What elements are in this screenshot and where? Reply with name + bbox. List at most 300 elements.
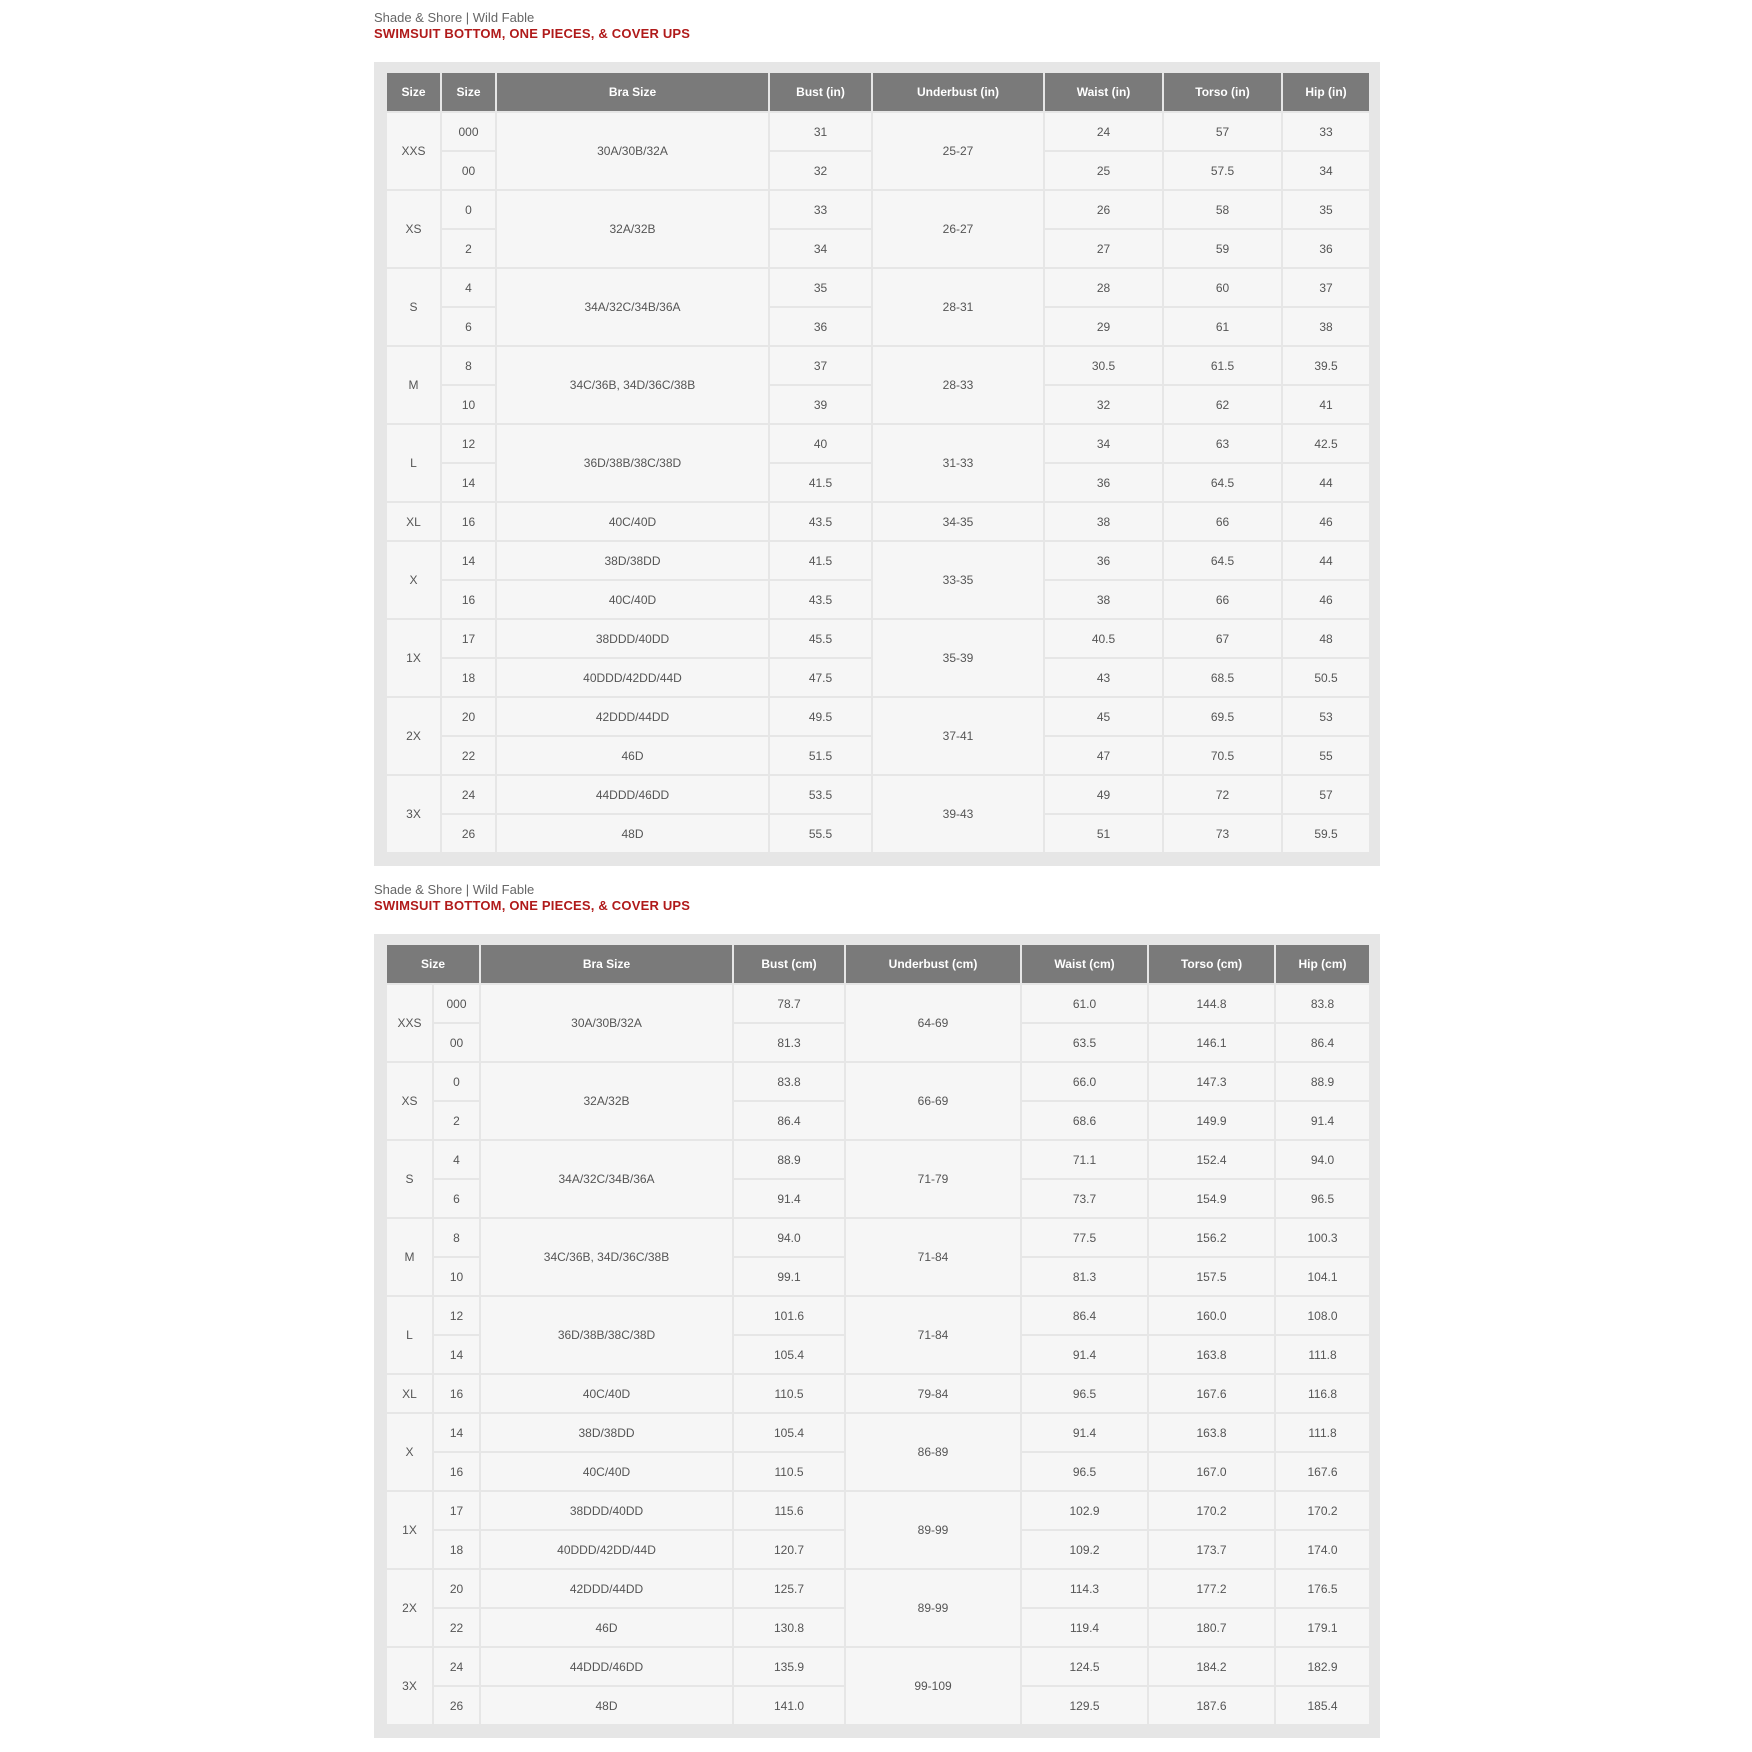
underbust-cell: 25-27 [872, 112, 1044, 190]
torso-cell: 144.8 [1148, 984, 1275, 1023]
torso-cell: 72 [1163, 775, 1282, 814]
waist-cell: 24 [1044, 112, 1163, 151]
chart-title: SWIMSUIT BOTTOM, ONE PIECES, & COVER UPS [374, 26, 691, 41]
waist-cell: 34 [1044, 424, 1163, 463]
torso-cell: 60 [1163, 268, 1282, 307]
size-chart-cm [374, 882, 1380, 1713]
underbust-cell: 26-27 [872, 190, 1044, 268]
hip-cell: 86.4 [1275, 1023, 1370, 1062]
bust-cell: 125.7 [733, 1569, 845, 1608]
bust-cell: 110.5 [733, 1452, 845, 1491]
torso-cell: 57.5 [1163, 151, 1282, 190]
size-number-cell: 16 [433, 1452, 480, 1491]
bra-size-cell: 46D [480, 1608, 733, 1647]
bust-cell: 135.9 [733, 1647, 845, 1686]
column-header: Hip (cm) [1275, 945, 1370, 984]
column-header: Bust (cm) [733, 945, 845, 984]
bra-size-cell: 34C/36B, 34D/36C/38B [496, 346, 769, 424]
table-row [386, 1569, 1370, 1608]
underbust-cell: 66-69 [845, 1062, 1021, 1140]
hip-cell: 111.8 [1275, 1335, 1370, 1374]
torso-cell: 58 [1163, 190, 1282, 229]
bust-cell: 51.5 [769, 736, 872, 775]
bust-cell: 47.5 [769, 658, 872, 697]
size-number-cell: 26 [441, 814, 496, 853]
bra-size-cell: 40DDD/42DD/44D [480, 1530, 733, 1569]
hip-cell: 50.5 [1282, 658, 1370, 697]
size-letter-cell: X [386, 1413, 433, 1491]
waist-cell: 86.4 [1021, 1296, 1148, 1335]
size-letter-cell: L [386, 1296, 433, 1374]
waist-cell: 63.5 [1021, 1023, 1148, 1062]
underbust-cell: 28-31 [872, 268, 1044, 346]
bust-cell: 105.4 [733, 1335, 845, 1374]
waist-cell: 45 [1044, 697, 1163, 736]
waist-cell: 25 [1044, 151, 1163, 190]
bra-size-cell: 36D/38B/38C/38D [496, 424, 769, 502]
torso-cell: 59 [1163, 229, 1282, 268]
table-row [386, 1218, 1370, 1257]
waist-cell: 91.4 [1021, 1335, 1148, 1374]
size-number-cell: 20 [433, 1569, 480, 1608]
size-number-cell: 14 [433, 1413, 480, 1452]
bust-cell: 120.7 [733, 1530, 845, 1569]
hip-cell: 57 [1282, 775, 1370, 814]
underbust-cell: 64-69 [845, 984, 1021, 1062]
bust-cell: 41.5 [769, 463, 872, 502]
hip-cell: 46 [1282, 580, 1370, 619]
hip-cell: 96.5 [1275, 1179, 1370, 1218]
size-number-cell: 6 [441, 307, 496, 346]
torso-cell: 68.5 [1163, 658, 1282, 697]
torso-cell: 57 [1163, 112, 1282, 151]
bra-size-cell: 40C/40D [480, 1452, 733, 1491]
hip-cell: 36 [1282, 229, 1370, 268]
bra-size-cell: 48D [496, 814, 769, 853]
hip-cell: 42.5 [1282, 424, 1370, 463]
column-header: Torso (in) [1163, 73, 1282, 112]
table-row [386, 697, 1370, 736]
size-number-cell: 000 [441, 112, 496, 151]
size-number-cell: 22 [433, 1608, 480, 1647]
table-header-row [386, 945, 1370, 984]
bust-cell: 141.0 [733, 1686, 845, 1725]
bra-size-cell: 44DDD/46DD [480, 1647, 733, 1686]
table-row [386, 424, 1370, 463]
brand-line: Shade & Shore | Wild Fable [374, 10, 535, 25]
hip-cell: 33 [1282, 112, 1370, 151]
bra-size-cell: 34C/36B, 34D/36C/38B [480, 1218, 733, 1296]
table-row [386, 346, 1370, 385]
bust-cell: 78.7 [733, 984, 845, 1023]
column-header: Size [386, 945, 480, 984]
size-number-cell: 12 [441, 424, 496, 463]
torso-cell: 66 [1163, 580, 1282, 619]
bra-size-cell: 48D [480, 1686, 733, 1725]
bust-cell: 81.3 [733, 1023, 845, 1062]
column-header: Bra Size [496, 73, 769, 112]
waist-cell: 81.3 [1021, 1257, 1148, 1296]
bust-cell: 99.1 [733, 1257, 845, 1296]
waist-cell: 32 [1044, 385, 1163, 424]
column-header: Hip (in) [1282, 73, 1370, 112]
bra-size-cell: 38D/38DD [496, 541, 769, 580]
torso-cell: 63 [1163, 424, 1282, 463]
bust-cell: 39 [769, 385, 872, 424]
underbust-cell: 39-43 [872, 775, 1044, 853]
bust-cell: 40 [769, 424, 872, 463]
hip-cell: 44 [1282, 463, 1370, 502]
table-row [386, 1374, 1370, 1413]
hip-cell: 53 [1282, 697, 1370, 736]
underbust-cell: 34-35 [872, 502, 1044, 541]
size-number-cell: 22 [441, 736, 496, 775]
waist-cell: 47 [1044, 736, 1163, 775]
torso-cell: 64.5 [1163, 463, 1282, 502]
bust-cell: 55.5 [769, 814, 872, 853]
underbust-cell: 79-84 [845, 1374, 1021, 1413]
size-number-cell: 24 [433, 1647, 480, 1686]
waist-cell: 28 [1044, 268, 1163, 307]
torso-cell: 167.0 [1148, 1452, 1275, 1491]
table-row [386, 502, 1370, 541]
size-number-cell: 14 [433, 1335, 480, 1374]
bra-size-cell: 32A/32B [496, 190, 769, 268]
waist-cell: 26 [1044, 190, 1163, 229]
hip-cell: 34 [1282, 151, 1370, 190]
table-header-row [386, 73, 1370, 112]
torso-cell: 73 [1163, 814, 1282, 853]
size-number-cell: 14 [441, 541, 496, 580]
waist-cell: 61.0 [1021, 984, 1148, 1023]
size-number-cell: 17 [433, 1491, 480, 1530]
table-row [386, 190, 1370, 229]
hip-cell: 170.2 [1275, 1491, 1370, 1530]
table-row [386, 268, 1370, 307]
chart-title: SWIMSUIT BOTTOM, ONE PIECES, & COVER UPS [374, 898, 691, 913]
size-number-cell: 000 [433, 984, 480, 1023]
torso-cell: 170.2 [1148, 1491, 1275, 1530]
bust-cell: 32 [769, 151, 872, 190]
bust-cell: 88.9 [733, 1140, 845, 1179]
bra-size-cell: 30A/30B/32A [480, 984, 733, 1062]
bra-size-cell: 40C/40D [480, 1374, 733, 1413]
torso-cell: 147.3 [1148, 1062, 1275, 1101]
underbust-cell: 33-35 [872, 541, 1044, 619]
bust-cell: 31 [769, 112, 872, 151]
bra-size-cell: 46D [496, 736, 769, 775]
table-row [386, 984, 1370, 1023]
underbust-cell: 71-84 [845, 1218, 1021, 1296]
waist-cell: 119.4 [1021, 1608, 1148, 1647]
size-number-cell: 14 [441, 463, 496, 502]
table-body [386, 984, 1370, 1725]
size-letter-cell: XL [386, 1374, 433, 1413]
waist-cell: 49 [1044, 775, 1163, 814]
bra-size-cell: 40C/40D [496, 502, 769, 541]
hip-cell: 46 [1282, 502, 1370, 541]
torso-cell: 180.7 [1148, 1608, 1275, 1647]
column-header: Bust (in) [769, 73, 872, 112]
bust-cell: 33 [769, 190, 872, 229]
hip-cell: 94.0 [1275, 1140, 1370, 1179]
underbust-cell: 86-89 [845, 1413, 1021, 1491]
bust-cell: 37 [769, 346, 872, 385]
size-number-cell: 2 [441, 229, 496, 268]
bust-cell: 83.8 [733, 1062, 845, 1101]
size-letter-cell: L [386, 424, 441, 502]
bra-size-cell: 44DDD/46DD [496, 775, 769, 814]
bra-size-cell: 42DDD/44DD [480, 1569, 733, 1608]
size-number-cell: 26 [433, 1686, 480, 1725]
bust-cell: 105.4 [733, 1413, 845, 1452]
torso-cell: 177.2 [1148, 1569, 1275, 1608]
hip-cell: 111.8 [1275, 1413, 1370, 1452]
hip-cell: 91.4 [1275, 1101, 1370, 1140]
bust-cell: 91.4 [733, 1179, 845, 1218]
size-number-cell: 10 [441, 385, 496, 424]
table-row [386, 112, 1370, 151]
table-row [386, 1413, 1370, 1452]
waist-cell: 36 [1044, 541, 1163, 580]
size-letter-cell: XS [386, 190, 441, 268]
torso-cell: 61.5 [1163, 346, 1282, 385]
bra-size-cell: 38DDD/40DD [480, 1491, 733, 1530]
size-letter-cell: 3X [386, 775, 441, 853]
bust-cell: 94.0 [733, 1218, 845, 1257]
column-header: Waist (in) [1044, 73, 1163, 112]
bra-size-cell: 38D/38DD [480, 1413, 733, 1452]
size-letter-cell: S [386, 268, 441, 346]
torso-cell: 184.2 [1148, 1647, 1275, 1686]
size-letter-cell: S [386, 1140, 433, 1218]
size-number-cell: 18 [433, 1530, 480, 1569]
waist-cell: 30.5 [1044, 346, 1163, 385]
bust-cell: 110.5 [733, 1374, 845, 1413]
hip-cell: 179.1 [1275, 1608, 1370, 1647]
underbust-cell: 71-79 [845, 1140, 1021, 1218]
torso-cell: 62 [1163, 385, 1282, 424]
hip-cell: 174.0 [1275, 1530, 1370, 1569]
underbust-cell: 37-41 [872, 697, 1044, 775]
hip-cell: 185.4 [1275, 1686, 1370, 1725]
hip-cell: 39.5 [1282, 346, 1370, 385]
size-number-cell: 16 [441, 502, 496, 541]
size-number-cell: 16 [441, 580, 496, 619]
size-letter-cell: 1X [386, 619, 441, 697]
bust-cell: 86.4 [733, 1101, 845, 1140]
torso-cell: 64.5 [1163, 541, 1282, 580]
size-number-cell: 0 [433, 1062, 480, 1101]
torso-cell: 157.5 [1148, 1257, 1275, 1296]
table-row [386, 1140, 1370, 1179]
size-number-cell: 18 [441, 658, 496, 697]
hip-cell: 35 [1282, 190, 1370, 229]
waist-cell: 27 [1044, 229, 1163, 268]
size-number-cell: 4 [441, 268, 496, 307]
bust-cell: 43.5 [769, 580, 872, 619]
hip-cell: 37 [1282, 268, 1370, 307]
size-letter-cell: X [386, 541, 441, 619]
size-number-cell: 8 [441, 346, 496, 385]
hip-cell: 48 [1282, 619, 1370, 658]
hip-cell: 182.9 [1275, 1647, 1370, 1686]
table-frame [374, 62, 1380, 866]
size-letter-cell: M [386, 1218, 433, 1296]
size-number-cell: 8 [433, 1218, 480, 1257]
bra-size-cell: 36D/38B/38C/38D [480, 1296, 733, 1374]
size-table-inches [385, 73, 1371, 854]
underbust-cell: 35-39 [872, 619, 1044, 697]
torso-cell: 187.6 [1148, 1686, 1275, 1725]
table-row [386, 1296, 1370, 1335]
waist-cell: 124.5 [1021, 1647, 1148, 1686]
torso-cell: 61 [1163, 307, 1282, 346]
table-row [386, 1647, 1370, 1686]
underbust-cell: 31-33 [872, 424, 1044, 502]
size-number-cell: 17 [441, 619, 496, 658]
bra-size-cell: 38DDD/40DD [496, 619, 769, 658]
torso-cell: 173.7 [1148, 1530, 1275, 1569]
size-letter-cell: 1X [386, 1491, 433, 1569]
torso-cell: 69.5 [1163, 697, 1282, 736]
torso-cell: 163.8 [1148, 1413, 1275, 1452]
waist-cell: 114.3 [1021, 1569, 1148, 1608]
waist-cell: 109.2 [1021, 1530, 1148, 1569]
bust-cell: 43.5 [769, 502, 872, 541]
table-row [386, 775, 1370, 814]
bra-size-cell: 30A/30B/32A [496, 112, 769, 190]
column-header: Waist (cm) [1021, 945, 1148, 984]
bust-cell: 49.5 [769, 697, 872, 736]
size-number-cell: 10 [433, 1257, 480, 1296]
brand-line: Shade & Shore | Wild Fable [374, 882, 535, 897]
bust-cell: 130.8 [733, 1608, 845, 1647]
waist-cell: 77.5 [1021, 1218, 1148, 1257]
torso-cell: 167.6 [1148, 1374, 1275, 1413]
table-row [386, 1491, 1370, 1530]
hip-cell: 55 [1282, 736, 1370, 775]
waist-cell: 96.5 [1021, 1452, 1148, 1491]
bra-size-cell: 40DDD/42DD/44D [496, 658, 769, 697]
waist-cell: 71.1 [1021, 1140, 1148, 1179]
torso-cell: 154.9 [1148, 1179, 1275, 1218]
size-letter-cell: XXS [386, 984, 433, 1062]
column-header: Size [441, 73, 496, 112]
torso-cell: 146.1 [1148, 1023, 1275, 1062]
bust-cell: 115.6 [733, 1491, 845, 1530]
bust-cell: 53.5 [769, 775, 872, 814]
underbust-cell: 28-33 [872, 346, 1044, 424]
bust-cell: 36 [769, 307, 872, 346]
hip-cell: 41 [1282, 385, 1370, 424]
waist-cell: 91.4 [1021, 1413, 1148, 1452]
hip-cell: 100.3 [1275, 1218, 1370, 1257]
waist-cell: 102.9 [1021, 1491, 1148, 1530]
size-number-cell: 6 [433, 1179, 480, 1218]
size-letter-cell: M [386, 346, 441, 424]
waist-cell: 38 [1044, 502, 1163, 541]
size-letter-cell: XL [386, 502, 441, 541]
torso-cell: 67 [1163, 619, 1282, 658]
bra-size-cell: 32A/32B [480, 1062, 733, 1140]
size-number-cell: 00 [433, 1023, 480, 1062]
torso-cell: 149.9 [1148, 1101, 1275, 1140]
column-header: Underbust (in) [872, 73, 1044, 112]
waist-cell: 66.0 [1021, 1062, 1148, 1101]
table-row [386, 619, 1370, 658]
bra-size-cell: 40C/40D [496, 580, 769, 619]
size-letter-cell: 2X [386, 697, 441, 775]
size-table-cm [385, 945, 1371, 1726]
size-letter-cell: XXS [386, 112, 441, 190]
table-body [386, 112, 1370, 853]
table-frame [374, 934, 1380, 1738]
size-number-cell: 2 [433, 1101, 480, 1140]
torso-cell: 156.2 [1148, 1218, 1275, 1257]
size-number-cell: 4 [433, 1140, 480, 1179]
waist-cell: 43 [1044, 658, 1163, 697]
bra-size-cell: 42DDD/44DD [496, 697, 769, 736]
torso-cell: 152.4 [1148, 1140, 1275, 1179]
hip-cell: 104.1 [1275, 1257, 1370, 1296]
hip-cell: 59.5 [1282, 814, 1370, 853]
hip-cell: 116.8 [1275, 1374, 1370, 1413]
bra-size-cell: 34A/32C/34B/36A [496, 268, 769, 346]
torso-cell: 160.0 [1148, 1296, 1275, 1335]
waist-cell: 51 [1044, 814, 1163, 853]
bust-cell: 35 [769, 268, 872, 307]
waist-cell: 73.7 [1021, 1179, 1148, 1218]
column-header: Size [386, 73, 441, 112]
bra-size-cell: 34A/32C/34B/36A [480, 1140, 733, 1218]
size-number-cell: 24 [441, 775, 496, 814]
size-number-cell: 12 [433, 1296, 480, 1335]
waist-cell: 129.5 [1021, 1686, 1148, 1725]
underbust-cell: 89-99 [845, 1491, 1021, 1569]
bust-cell: 34 [769, 229, 872, 268]
waist-cell: 38 [1044, 580, 1163, 619]
size-letter-cell: XS [386, 1062, 433, 1140]
waist-cell: 36 [1044, 463, 1163, 502]
bust-cell: 41.5 [769, 541, 872, 580]
size-chart-inches [374, 10, 1380, 841]
size-number-cell: 00 [441, 151, 496, 190]
hip-cell: 44 [1282, 541, 1370, 580]
column-header: Torso (cm) [1148, 945, 1275, 984]
waist-cell: 40.5 [1044, 619, 1163, 658]
column-header: Underbust (cm) [845, 945, 1021, 984]
size-letter-cell: 3X [386, 1647, 433, 1725]
hip-cell: 83.8 [1275, 984, 1370, 1023]
underbust-cell: 71-84 [845, 1296, 1021, 1374]
torso-cell: 66 [1163, 502, 1282, 541]
bust-cell: 45.5 [769, 619, 872, 658]
bust-cell: 101.6 [733, 1296, 845, 1335]
hip-cell: 108.0 [1275, 1296, 1370, 1335]
torso-cell: 70.5 [1163, 736, 1282, 775]
waist-cell: 96.5 [1021, 1374, 1148, 1413]
column-header: Bra Size [480, 945, 733, 984]
table-row [386, 541, 1370, 580]
waist-cell: 29 [1044, 307, 1163, 346]
size-number-cell: 16 [433, 1374, 480, 1413]
hip-cell: 38 [1282, 307, 1370, 346]
underbust-cell: 99-109 [845, 1647, 1021, 1725]
waist-cell: 68.6 [1021, 1101, 1148, 1140]
hip-cell: 167.6 [1275, 1452, 1370, 1491]
table-row [386, 1062, 1370, 1101]
